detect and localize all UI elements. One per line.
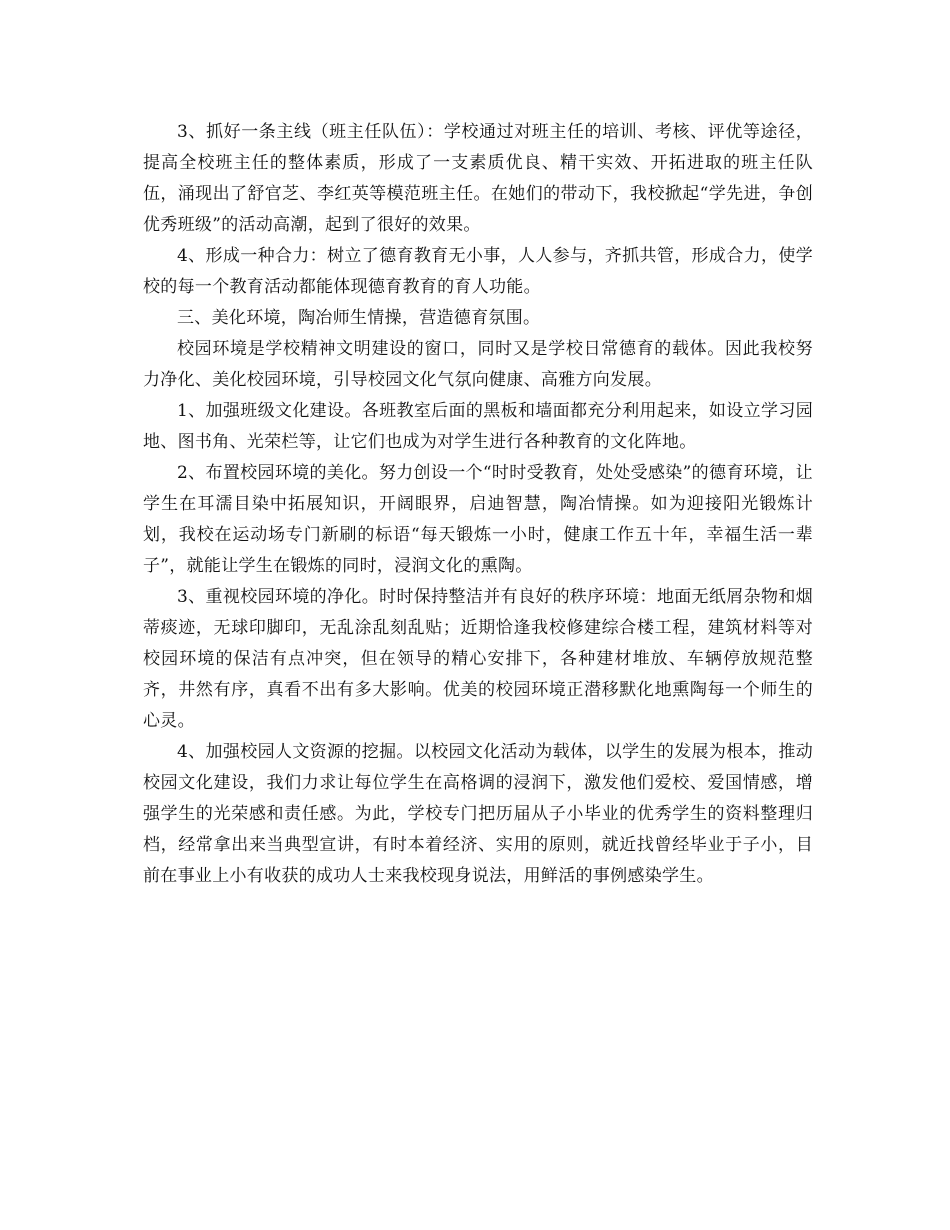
paragraph-class-culture: 1、加强班级文化建设。各班教室后面的黑板和墙面都充分利用起来，如设立学习园地、图书角、光荣栏等，让它们也成为对学生进行各种教育的文化阵地。 <box>143 401 813 452</box>
paragraph-campus-purification: 3、重视校园环境的净化。时时保持整洁并有良好的秩序环境：地面无纸屑杂物和烟蒂痰迹，无球印脚印，无乱涂乱刻乱贴；近期恰逢我校修建综合楼工程，建筑材料等对校园环境的保洁有点冲突，但在领导的精心安排下，各种建材堆放、车辆停放规范整齐，井然有序，真看不出有多大影响。优美的校园环境正潜移默化地熏陶每一个师生的心灵。 <box>143 587 813 731</box>
paragraph-cultural-resources: 4、加强校园人文资源的挖掘。以校园文化活动为载体，以学生的发展为根本，推动校园文化建设，我们力求让每位学生在高格调的浸润下，激发他们爱校、爱国情感，增强学生的光荣感和责任感。为此，学校专门把历届从子小毕业的优秀学生的资料整理归档，经常拿出来当典型宣讲，有时本着经济、实用的原则，就近找曾经毕业于子小，目前在事业上小有收获的成功人士来我校现身说法，用鲜活的事例感染学生。 <box>143 742 813 886</box>
paragraph-joint-force: 4、形成一种合力：树立了德育教育无小事，人人参与，齐抓共管，形成合力，使学校的每一个教育活动都能体现德育教育的育人功能。 <box>143 246 813 297</box>
paragraph-campus-environment: 校园环境是学校精神文明建设的窗口，同时又是学校日常德育的载体。因此我校努力净化、美化校园环境，引导校园文化气氛向健康、高雅方向发展。 <box>143 339 813 390</box>
section-heading-beautify-environment: 三、美化环境，陶冶师生情操，营造德育氛围。 <box>177 308 541 328</box>
paragraph-campus-beautification: 2、布置校园环境的美化。努力创设一个“时时受教育，处处受感染”的德育环境，让学生在耳濡目染中拓展知识，开阔眼界，启迪智慧，陶冶情操。如为迎接阳光锻炼计划，我校在运动场专门新刷的标语“每天锻炼一小时，健康工作五十年，幸福生活一辈子”，就能让学生在锻炼的同时，浸润文化的熏陶。 <box>143 463 813 576</box>
paragraph-class-teacher-team: 3、抓好一条主线（班主任队伍）：学校通过对班主任的培训、考核、评优等途径，提高全校班主任的整体素质，形成了一支素质优良、精干实效、开拓进取的班主任队伍，涌现出了舒官芝、李红英等模范班主任。在她们的带动下，我校掀起“学先进，争创优秀班级”的活动高潮，起到了很好的效果。 <box>143 122 813 235</box>
document-body <box>143 117 813 892</box>
